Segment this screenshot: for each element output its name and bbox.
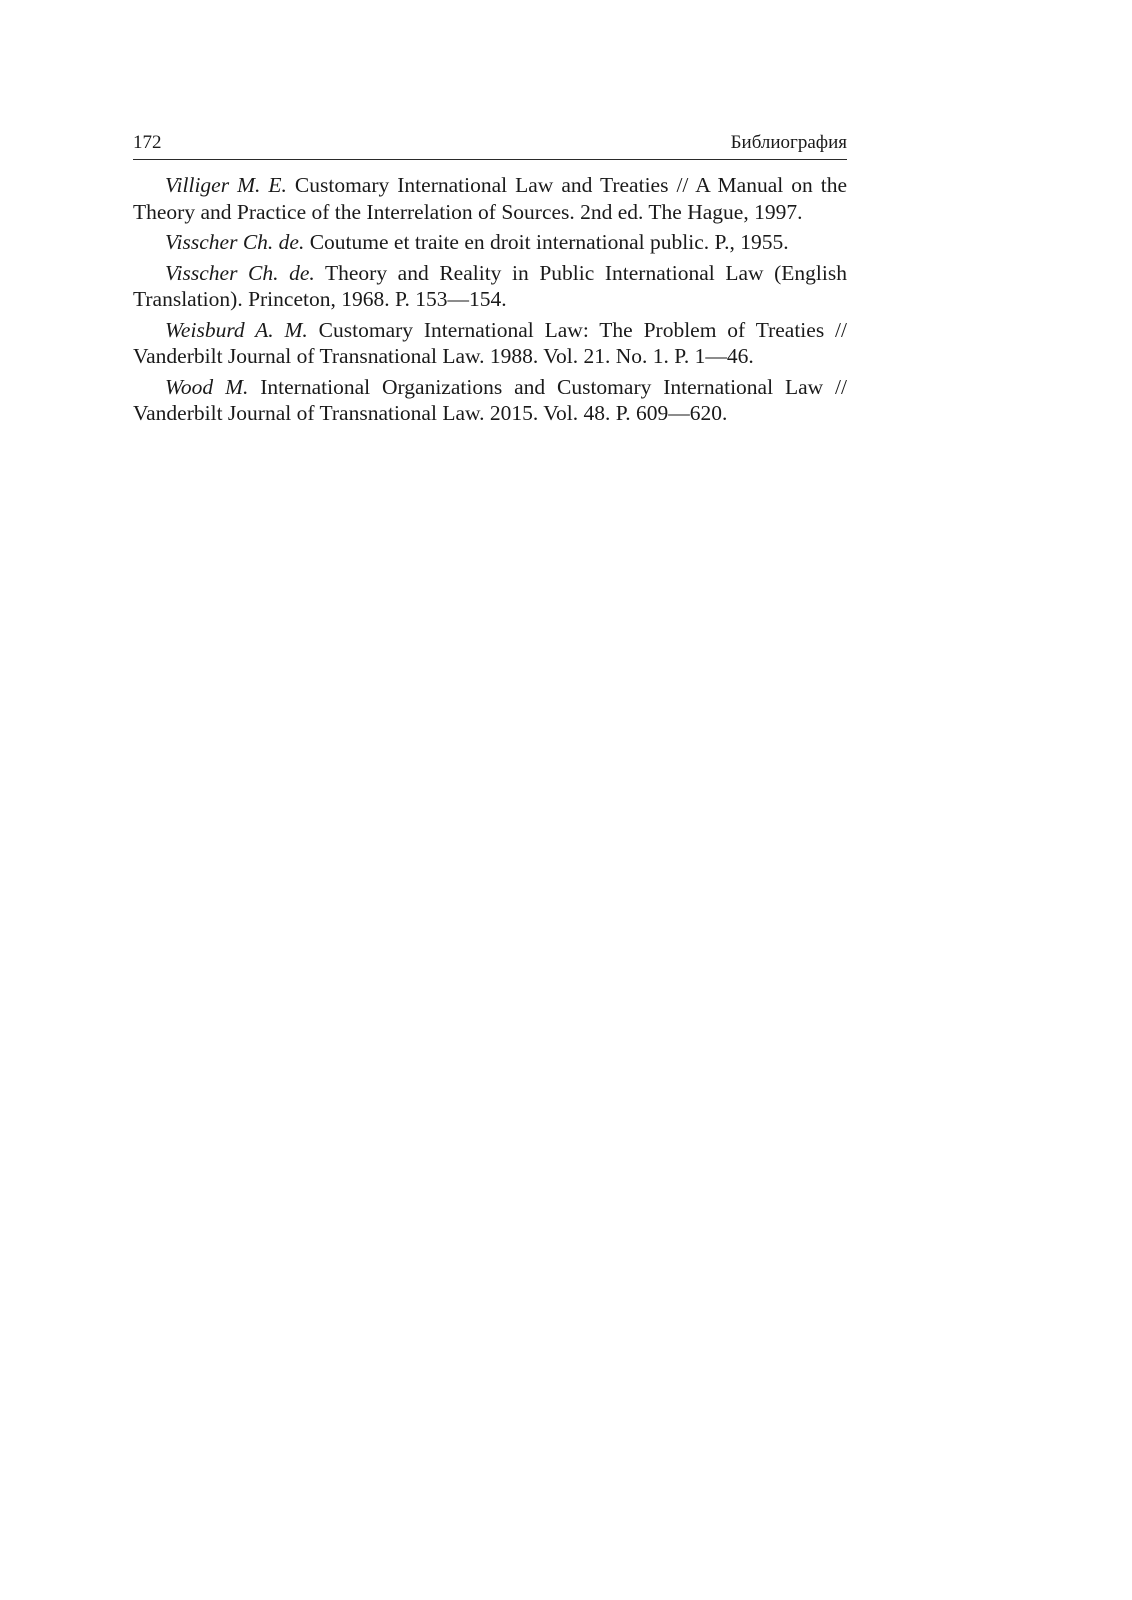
- bibliography-entry: [133, 374, 847, 427]
- document-page: [133, 131, 847, 431]
- entry-author: Villiger M. E.: [165, 173, 287, 197]
- bibliography-entry: [133, 172, 847, 225]
- entry-author: Wood M.: [165, 374, 249, 399]
- bibliography-entry: [133, 260, 847, 313]
- entry-author: Visscher Ch. de.: [165, 260, 315, 285]
- running-head: [133, 131, 847, 160]
- bibliography-entry: [133, 229, 847, 256]
- entry-text: Coutume et traite en droit international public. P., 1955.: [309, 230, 789, 254]
- bibliography-list: [133, 172, 847, 427]
- bibliography-entry: [133, 317, 847, 370]
- entry-text: Customary International Law and Treaties // A Manual on the Theory and Practice of the Interrelation of Sources. 2nd ed. The Hague, 1997.: [133, 173, 848, 224]
- page-number: 172: [133, 132, 162, 153]
- section-title: Библиография: [730, 132, 847, 153]
- entry-author: Weisburd A. M.: [165, 317, 308, 342]
- entry-text: International Organizations and Customary International Law // Vanderbilt Journal of Transnational Law. 2015. Vol. 48. P. 609—620.: [133, 374, 847, 425]
- entry-text: Theory and Reality in Public International Law (English Translation). Princeton, 1968. P. 153—154.: [133, 260, 847, 311]
- entry-text: Customary International Law: The Problem of Treaties // Vanderbilt Journal of Transnational Law. 1988. Vol. 21. No. 1. P. 1—46.: [133, 317, 847, 368]
- entry-author: Visscher Ch. de.: [165, 230, 305, 254]
